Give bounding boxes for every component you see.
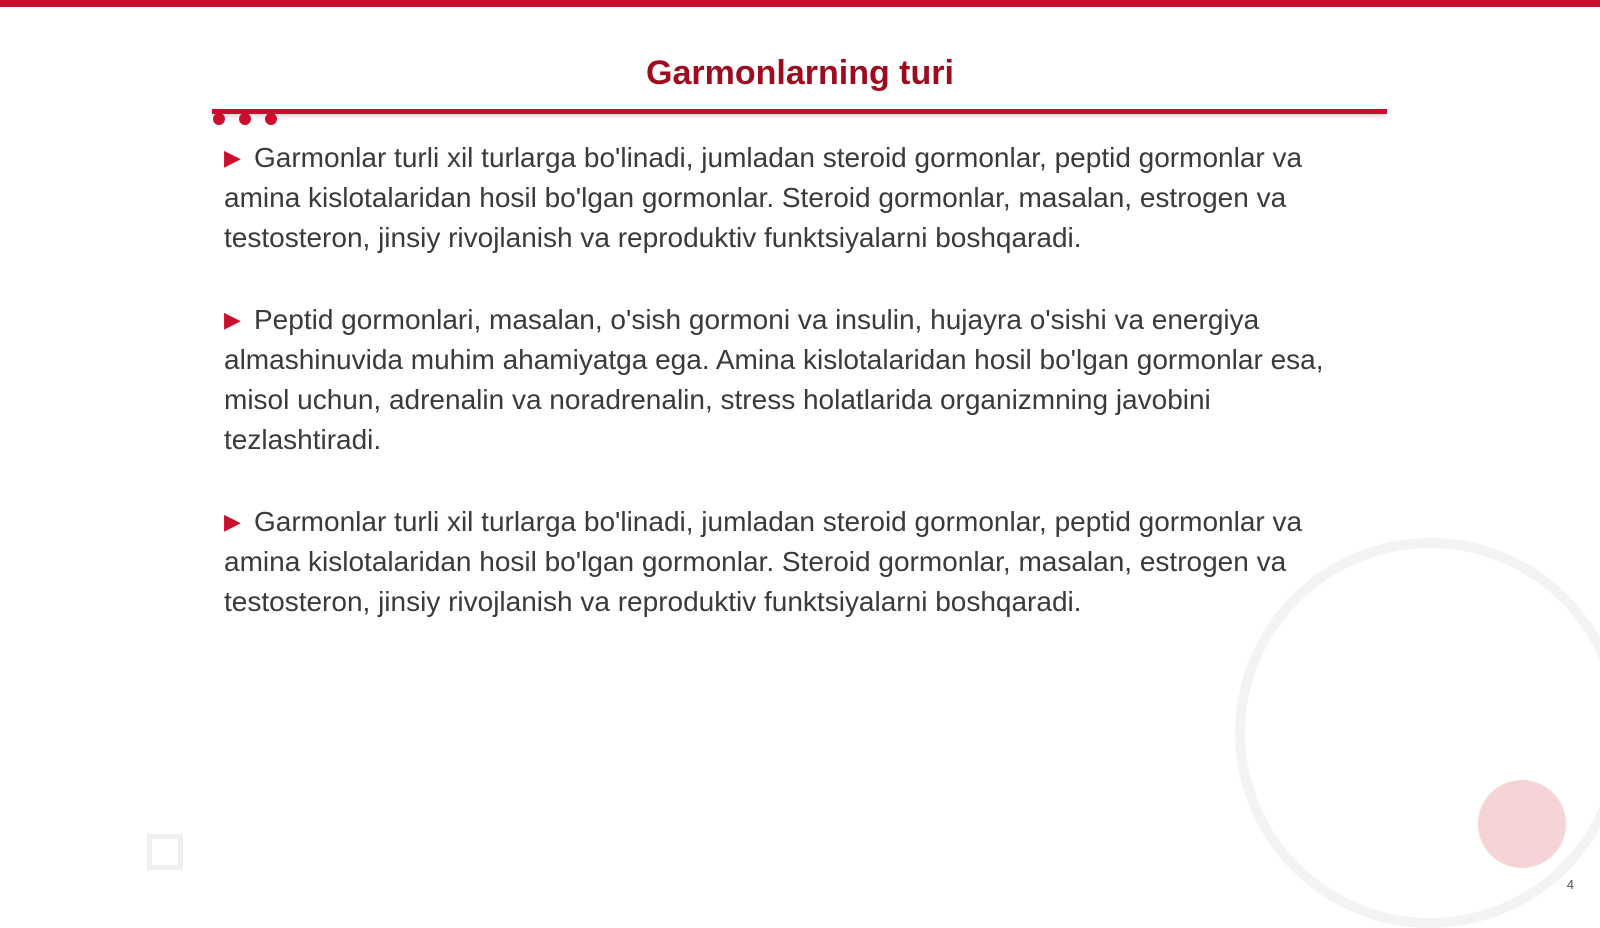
decorative-ring (1235, 538, 1600, 928)
bullet-arrow-icon: ▶ (224, 145, 241, 170)
underline-dot (265, 113, 277, 125)
slide-title: Garmonlarning turi (646, 54, 954, 92)
bullet-text: Garmonlar turli xil turlarga bo'linadi, jumladan steroid gormonlar, peptid gormonlar va amina kislotalaridan hosil bo'lgan gormonlar. Steroid gormonlar, masalan, estrogen va testosteron, jinsiy rivojlanish va reproduktiv funktsiyalarni boshqaradi. (224, 142, 1303, 253)
decorative-square (147, 834, 183, 870)
bullet-item (224, 502, 1374, 622)
page-number: 4 (1566, 877, 1574, 892)
bullet-item (224, 300, 1374, 460)
decorative-circle (1478, 780, 1566, 868)
bullet-item (224, 138, 1374, 258)
title-underline (212, 109, 1387, 114)
bullet-list (224, 138, 1374, 664)
bullet-text: Garmonlar turli xil turlarga bo'linadi, jumladan steroid gormonlar, peptid gormonlar va amina kislotalaridan hosil bo'lgan gormonlar. Steroid gormonlar, masalan, estrogen va testosteron, jinsiy rivojlanish va reproduktiv funktsiyalarni boshqaradi. (224, 506, 1303, 617)
bullet-arrow-icon: ▶ (224, 307, 241, 332)
bullet-text: Peptid gormonlari, masalan, o'sish gormoni va insulin, hujayra o'sishi va energiya almashinuvida muhim ahamiyatga ega. Amina kislotalaridan hosil bo'lgan gormonlar esa, misol uchun, adrenalin va noradrenalin, stress holatlarida organizmning javobini tezlashtiradi. (224, 304, 1324, 455)
underline-dot (213, 113, 225, 125)
bullet-arrow-icon: ▶ (224, 509, 241, 534)
top-accent-bar (0, 0, 1600, 7)
underline-dot (239, 113, 251, 125)
